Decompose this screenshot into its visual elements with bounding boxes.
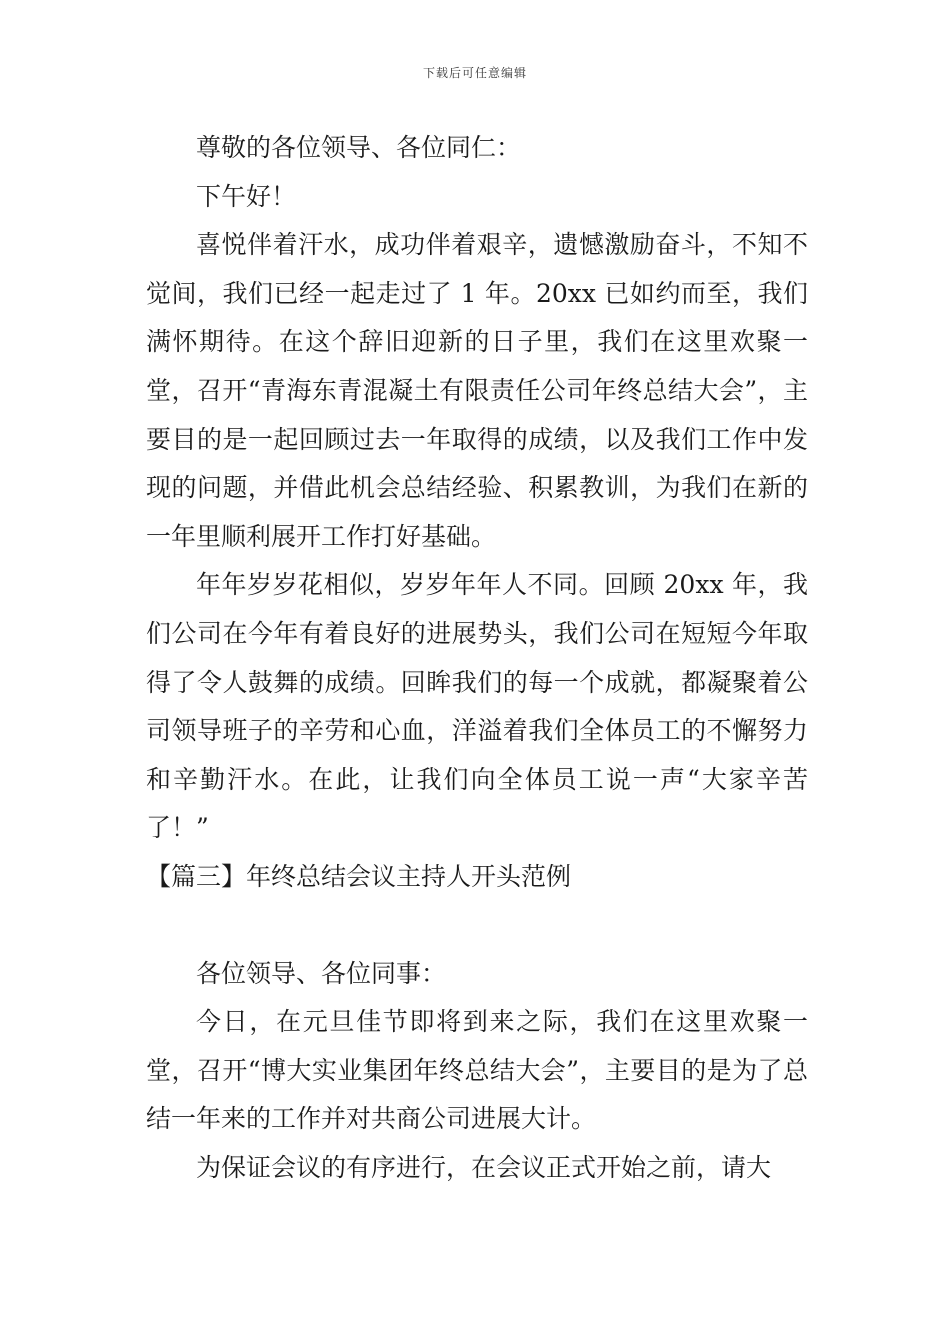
header-note: 下载后可任意编辑: [422, 66, 527, 80]
spacer: [146, 902, 808, 950]
document-body: [146, 124, 808, 1192]
greeting: 下午好！: [196, 181, 297, 211]
salutation: 尊敬的各位领导、各位同仁：: [196, 133, 522, 162]
paragraph: 喜悦伴着汗水，成功伴着艰辛，遗憾激励奋斗，不知不觉间，我们已经一起走过了 1 年。20xx 已如约而至，我们满怀期待。在这个辞旧迎新的日子里，我们在这里欢聚一堂，召开“青海东青混凝土有限责任公司年终总结大会”，主要目的是一起回顾过去一年取得的成绩，以及我们工作中发现的问题，并借此机会总结经验、积累教训，为我们在新的一年里顺利展开工作打好基础。: [146, 230, 808, 551]
paragraph: 为保证会议的有序进行，在会议正式开始之前，请大: [196, 1152, 772, 1182]
paragraph: 今日，在元旦佳节即将到来之际，我们在这里欢聚一堂，召开“博大实业集团年终总结大会”，主要目的是为了总结一年来的工作并对共商公司进展大计。: [146, 1007, 808, 1134]
paragraph: 年年岁岁花相似，岁岁年年人不同。回顾 20xx 年，我们公司在今年有着良好的进展势头，我们公司在短短今年取得了令人鼓舞的成绩。回眸我们的每一个成就，都凝聚着公司领导班子的辛劳和心血，洋溢着我们全体员工的不懈努力和辛勤汗水。在此，让我们向全体员工说一声“大家辛苦了！”: [146, 570, 808, 843]
salutation: 各位领导、各位同事：: [196, 958, 447, 988]
section-heading: 【篇三】年终总结会议主持人开头范例: [146, 861, 572, 891]
